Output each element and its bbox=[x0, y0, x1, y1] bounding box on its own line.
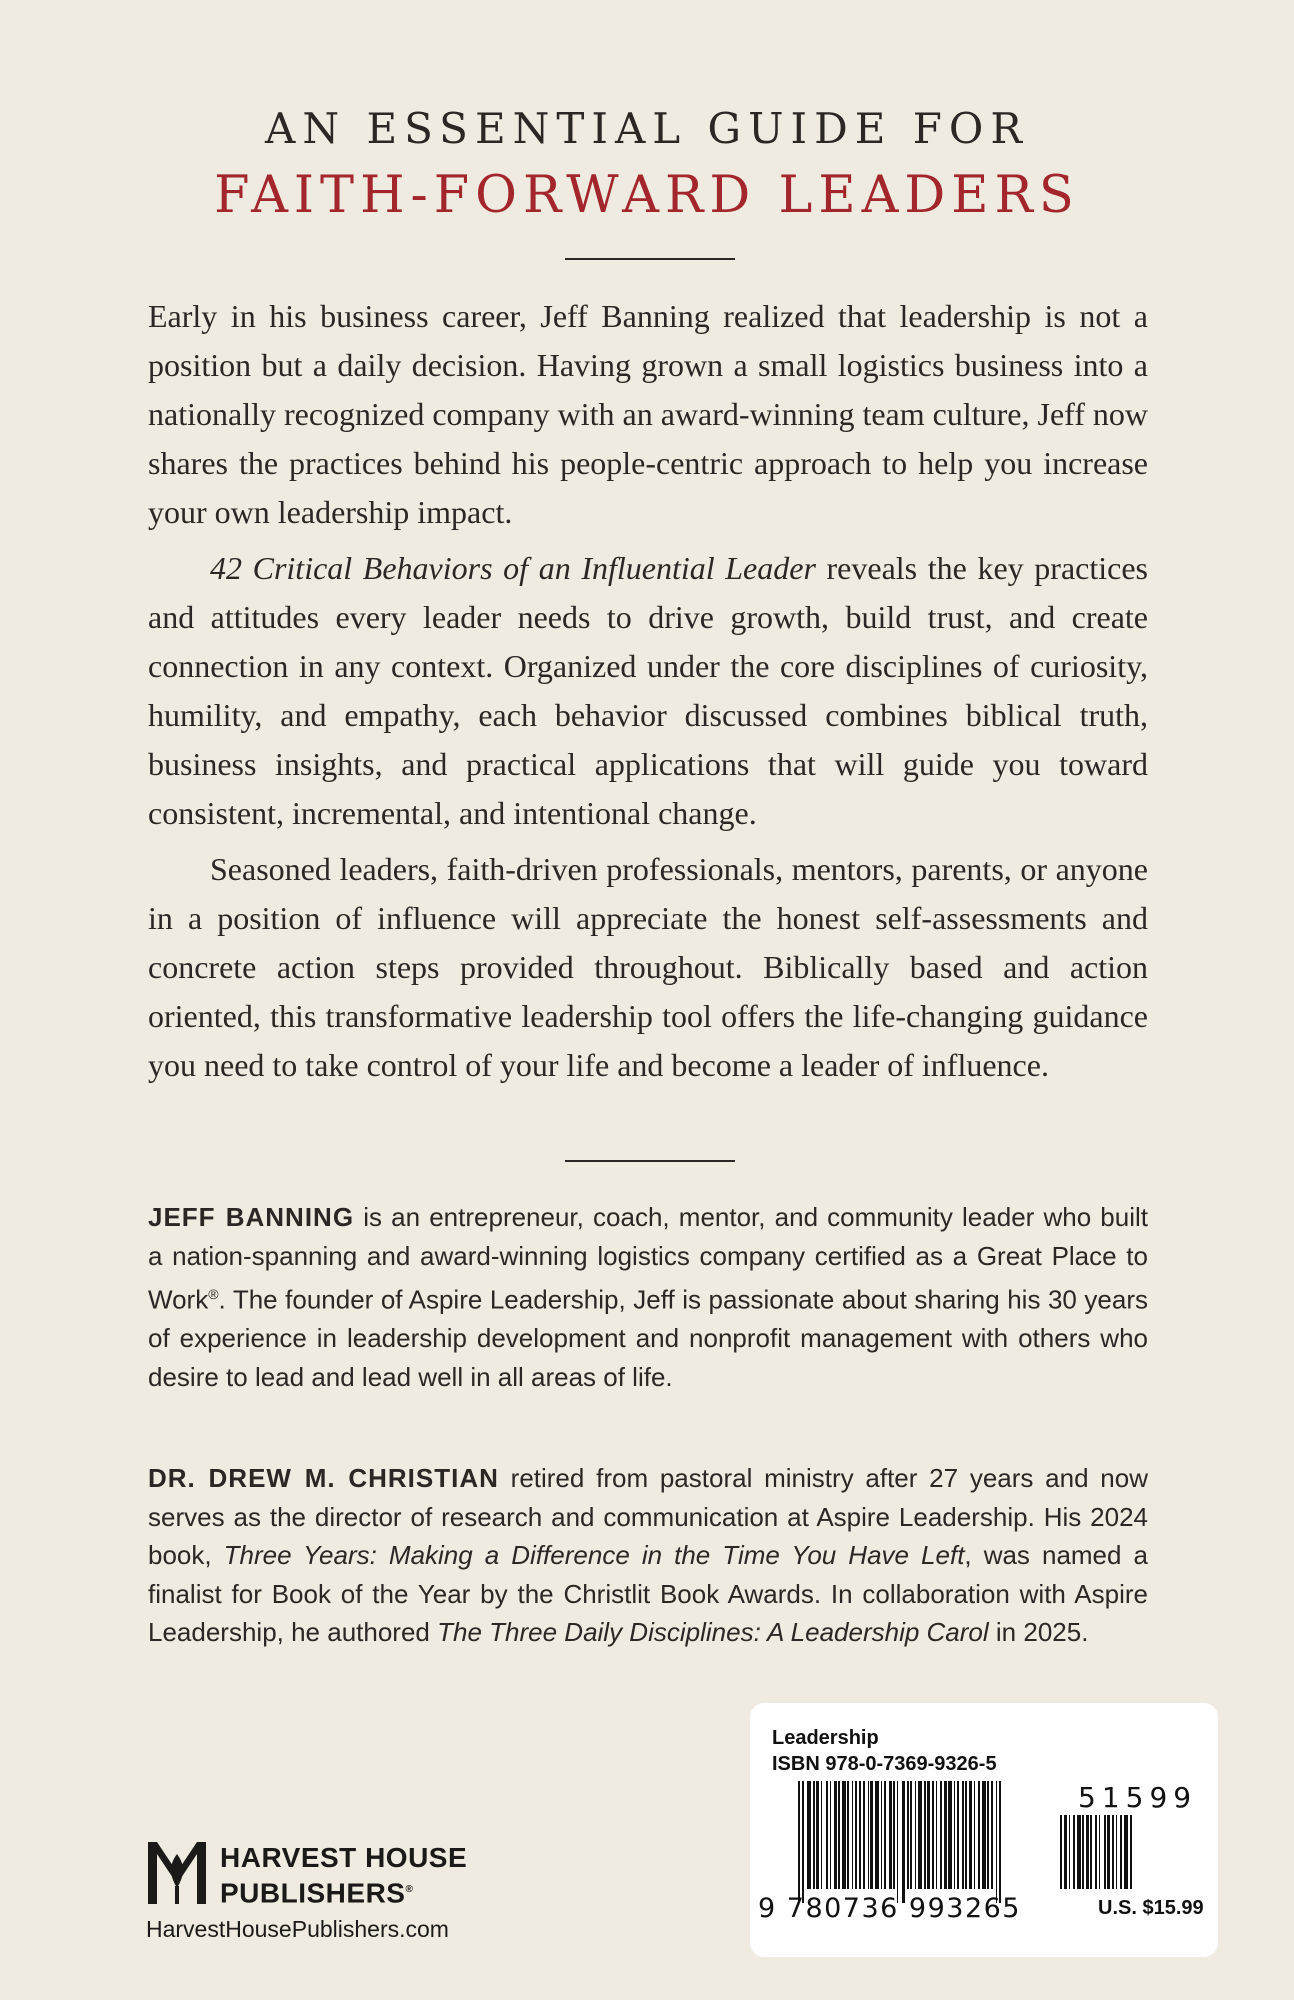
price-addon-digits: 51599 bbox=[1078, 1781, 1198, 1814]
author-bio-jeff bbox=[148, 1198, 1148, 1396]
harvest-house-logo-icon bbox=[146, 1832, 208, 1906]
barcode-bar bbox=[1112, 1815, 1114, 1889]
barcode-bar bbox=[802, 1781, 804, 1903]
barcode-bar bbox=[948, 1781, 952, 1889]
barcode-bar bbox=[897, 1781, 898, 1903]
barcode-bar bbox=[1082, 1815, 1084, 1889]
bio-drew-text-c: in 2025. bbox=[988, 1617, 1089, 1647]
barcode-bar bbox=[807, 1781, 811, 1889]
price-label: U.S. $15.99 bbox=[1098, 1897, 1204, 1919]
barcode-bar bbox=[834, 1781, 837, 1889]
barcode-bar bbox=[954, 1781, 955, 1889]
barcode-bar bbox=[821, 1781, 822, 1889]
description-paragraph-2 bbox=[148, 544, 1148, 838]
barcode-bar bbox=[915, 1781, 916, 1889]
barcode-bar bbox=[996, 1781, 997, 1903]
publisher-block bbox=[146, 1832, 506, 1942]
bio-jeff-text-a: is an entrepreneur, coach, mentor, and community leader who built a nation-spanning and award-winning logistics company certified as a Great Place to Work bbox=[148, 1202, 1149, 1315]
description-paragraph-2-text: reveals the key practices and attitudes every leader needs to drive growth, build trust, and create connection in any context. Organized under the core disciplines of curiosity, humility, and empathy, each behavior discussed combines biblical truth, business insights, and practical applications that will guide you toward consistent, incremental, and intentional change. bbox=[148, 550, 1149, 831]
book-description bbox=[148, 292, 1148, 1090]
barcode-bar bbox=[847, 1781, 849, 1889]
barcode-bar bbox=[855, 1781, 857, 1889]
description-paragraph-3: Seasoned leaders, faith-driven professionals, mentors, parents, or anyone in a position of influence will appreciate the honest self-assessments and concrete action steps provided throughout. Biblically based and action oriented, this transformative leadership tool offers the life-changing guidance you need to take control of your life and become a leader of influence. bbox=[148, 851, 1148, 1083]
barcode-digits: 9 780736 993265 bbox=[758, 1893, 1021, 1924]
barcode-bar bbox=[884, 1781, 886, 1889]
bio-jeff-text-b: . The founder of Aspire Leadership, Jeff is passionate about sharing his 30 years of experience in leadership development and nonprofit management with others who desire to lead and lead well in all areas of life. bbox=[148, 1284, 1148, 1392]
barcode-bar bbox=[1086, 1815, 1089, 1889]
barcode-bar bbox=[859, 1781, 861, 1889]
barcode-bar bbox=[816, 1781, 819, 1889]
barcode-bar bbox=[852, 1781, 853, 1889]
barcode-bar bbox=[978, 1781, 980, 1889]
bio-drew-book2: The Three Daily Disciplines: A Leadership Carol bbox=[437, 1617, 989, 1647]
barcode-bar bbox=[881, 1781, 882, 1889]
publisher-name-line1: HARVEST HOUSE bbox=[220, 1842, 468, 1873]
barcode-bar bbox=[918, 1781, 922, 1889]
registered-mark: ® bbox=[208, 1286, 219, 1302]
bio-drew-book1: Three Years: Making a Difference in the Time You Have Left bbox=[223, 1540, 965, 1570]
publisher-registered-mark: ® bbox=[405, 1884, 414, 1895]
barcode-category: Leadership bbox=[772, 1727, 879, 1749]
barcode-bar bbox=[1069, 1815, 1070, 1889]
barcode-bar bbox=[1120, 1815, 1122, 1889]
barcode-bar bbox=[924, 1781, 926, 1889]
barcode-bar bbox=[1107, 1815, 1110, 1889]
barcode-bar bbox=[987, 1781, 989, 1889]
barcode-bar bbox=[1060, 1815, 1062, 1889]
barcode-bar bbox=[1064, 1815, 1067, 1889]
barcode-bar bbox=[863, 1781, 865, 1889]
barcode-bar bbox=[870, 1781, 873, 1889]
barcode-bar bbox=[936, 1781, 937, 1889]
barcode-bar bbox=[889, 1781, 892, 1889]
barcode-panel bbox=[750, 1703, 1218, 1957]
barcode-bar bbox=[991, 1781, 993, 1889]
barcode-bar bbox=[1130, 1815, 1132, 1889]
divider-middle bbox=[565, 1160, 735, 1162]
barcode-bar bbox=[962, 1781, 964, 1889]
barcode-bar bbox=[969, 1781, 972, 1889]
publisher-name bbox=[220, 1842, 467, 1909]
divider-top bbox=[565, 258, 735, 260]
barcode-bar bbox=[910, 1781, 912, 1889]
barcode-bar bbox=[826, 1781, 828, 1889]
barcode-bar bbox=[1116, 1815, 1117, 1889]
cover-heading-line1: AN ESSENTIAL GUIDE FOR bbox=[265, 104, 1029, 153]
barcode-bar bbox=[830, 1781, 831, 1889]
barcode-bar bbox=[974, 1781, 975, 1889]
barcode-bar bbox=[893, 1781, 895, 1889]
barcode-bar bbox=[798, 1781, 800, 1903]
publisher-name-line2: PUBLISHERS® bbox=[220, 1877, 414, 1909]
barcode-bar bbox=[965, 1781, 967, 1889]
barcode-bar bbox=[1124, 1815, 1128, 1889]
barcode-bar bbox=[813, 1781, 815, 1889]
cover-heading-line2: FAITH-FORWARD LEADERS bbox=[214, 166, 1080, 225]
barcode-bar bbox=[1095, 1815, 1097, 1889]
barcode-bar bbox=[982, 1781, 986, 1889]
barcode-bar bbox=[1077, 1815, 1081, 1889]
barcode-bar bbox=[957, 1781, 959, 1889]
barcode-bar bbox=[944, 1781, 947, 1889]
barcode-bar bbox=[842, 1781, 846, 1889]
barcode-bar bbox=[838, 1781, 840, 1889]
barcode-bar bbox=[932, 1781, 934, 1889]
description-paragraph-1: Early in his business career, Jeff Banning realized that leadership is not a position but a daily decision. Having grown a small logistics business into a nationally recognized company with an award-winning team culture, Jeff now shares the practices behind his people-centric approach to help you increase your own leadership impact. bbox=[148, 298, 1148, 530]
publisher-url[interactable]: HarvestHousePublishers.com bbox=[146, 1916, 449, 1942]
barcode-bar bbox=[875, 1781, 879, 1889]
author-name-drew: DR. DREW M. CHRISTIAN bbox=[148, 1463, 499, 1493]
author-name-jeff: JEFF BANNING bbox=[148, 1202, 355, 1232]
isbn-label: ISBN 978-0-7369-9326-5 bbox=[772, 1753, 997, 1775]
book-title: 42 Critical Behaviors of an Influential Leader bbox=[210, 550, 816, 586]
barcode-bar bbox=[1090, 1815, 1092, 1889]
barcode-bar bbox=[1104, 1815, 1106, 1889]
barcode-bar bbox=[902, 1781, 905, 1903]
barcode-bar bbox=[940, 1781, 942, 1889]
barcode-bar bbox=[1073, 1815, 1075, 1889]
bio-drew-text-b: , was named a finalist for Book of the Year by the Christlit Book Awards. In collaboration with Aspire Leadership, he authored bbox=[148, 1540, 1148, 1647]
barcode-bar bbox=[907, 1781, 909, 1889]
barcode-bar bbox=[999, 1781, 1001, 1903]
barcode-bar bbox=[1099, 1815, 1100, 1889]
barcode-bar bbox=[868, 1781, 869, 1889]
bio-drew-text-a: retired from pastoral ministry after 27 years and now serves as the director of research and communication at Aspire Leadership. His 2024 book, bbox=[148, 1463, 1148, 1570]
barcode-bar bbox=[927, 1781, 930, 1889]
author-bio-drew bbox=[148, 1459, 1148, 1652]
isbn-barcode bbox=[798, 1781, 1048, 1903]
price-addon-barcode bbox=[1060, 1815, 1172, 1903]
